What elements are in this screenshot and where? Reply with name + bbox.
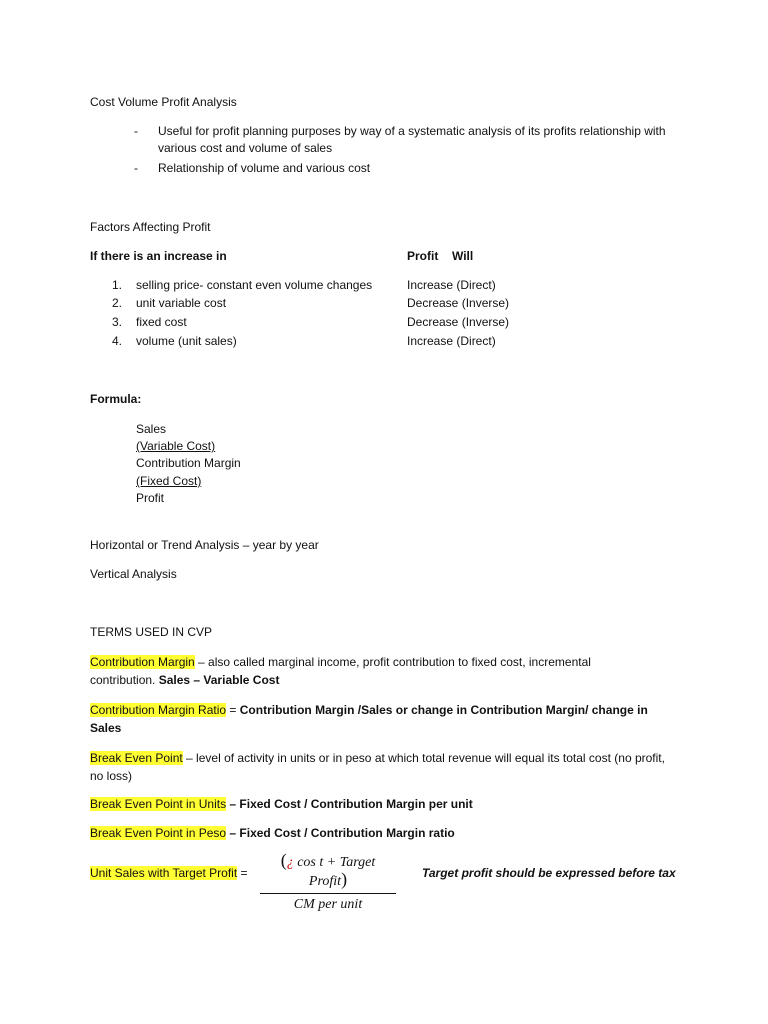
bullet-marker: - — [134, 124, 138, 138]
target-profit-fraction — [258, 852, 398, 913]
term-break-even-point — [90, 749, 680, 785]
list-number: 1. — [112, 278, 123, 292]
term-formula: – Fixed Cost / Contribution Margin per unit — [226, 797, 473, 811]
formula-line: (Variable Cost) — [136, 439, 216, 453]
bullet-text: Relationship of volume and various cost — [158, 161, 371, 175]
fraction-glyph: ¿ — [286, 855, 294, 870]
term-description: – level of activity in units or in peso at which total revenue will equal its total cost (no profit, no loss) — [90, 751, 665, 783]
list-effect: Decrease (Inverse) — [407, 296, 510, 310]
term-cm-ratio — [90, 701, 680, 737]
formula-line: (Fixed Cost) — [136, 474, 202, 488]
list-item: selling price- constant even volume changes — [136, 278, 373, 292]
term-unit-sales-target — [90, 865, 248, 881]
paren-open: ( — [280, 850, 287, 870]
list-item: volume (unit sales) — [136, 334, 237, 348]
fraction-numerator — [258, 852, 398, 893]
target-profit-note: Target profit should be expressed before tax — [422, 866, 676, 880]
terms-heading: TERMS USED IN CVP — [90, 625, 213, 639]
formula-line: Sales — [136, 422, 167, 436]
bullet-text: Useful for profit planning purposes by way of a systematic analysis of its profits relationship with various cost and volume of sales — [158, 124, 666, 155]
column-header-profit: Profit — [407, 249, 439, 263]
list-effect: Increase (Direct) — [407, 278, 496, 292]
section-heading: Factors Affecting Profit — [90, 220, 211, 234]
term-formula: Sales – Variable Cost — [158, 673, 280, 687]
term-formula: – Fixed Cost / Contribution Margin ratio — [226, 826, 455, 840]
term-equals: = — [237, 866, 248, 880]
paren-close: ) — [341, 869, 348, 889]
vertical-analysis: Vertical Analysis — [90, 567, 177, 581]
term-label: Break Even Point in Peso — [90, 826, 227, 840]
fraction-numerator-text: cos t + Target Profit — [293, 855, 376, 889]
term-formula: Contribution Margin /Sales or change in Contribution Margin/ change in Sales — [90, 703, 648, 735]
list-effect: Decrease (Inverse) — [407, 315, 510, 329]
formula-heading: Formula: — [90, 392, 142, 406]
term-label: Break Even Point in Units — [90, 797, 227, 811]
list-number: 3. — [112, 315, 123, 329]
column-header-will: Will — [452, 249, 474, 263]
term-contribution-margin — [90, 653, 650, 689]
horizontal-analysis: Horizontal or Trend Analysis – year by year — [90, 538, 319, 552]
column-header-left: If there is an increase in — [90, 249, 227, 263]
term-bep-peso — [90, 825, 455, 841]
formula-line: Profit — [136, 491, 165, 505]
term-label: Unit Sales with Target Profit — [90, 866, 238, 880]
bullet-marker: - — [134, 161, 138, 175]
fraction-denominator: CM per unit — [293, 897, 363, 912]
page-title: Cost Volume Profit Analysis — [90, 95, 237, 109]
term-equals: = — [226, 703, 240, 717]
term-label: Contribution Margin Ratio — [90, 703, 227, 717]
list-item: fixed cost — [136, 315, 187, 329]
term-description: – also called marginal income, profit contribution to fixed cost, incremental contribution. — [90, 655, 591, 687]
formula-line: Contribution Margin — [136, 456, 241, 470]
list-number: 4. — [112, 334, 123, 348]
term-label: Contribution Margin — [90, 655, 195, 669]
term-bep-units — [90, 796, 473, 812]
list-number: 2. — [112, 296, 123, 310]
term-label: Break Even Point — [90, 751, 183, 765]
list-item: unit variable cost — [136, 296, 227, 310]
list-effect: Increase (Direct) — [407, 334, 496, 348]
